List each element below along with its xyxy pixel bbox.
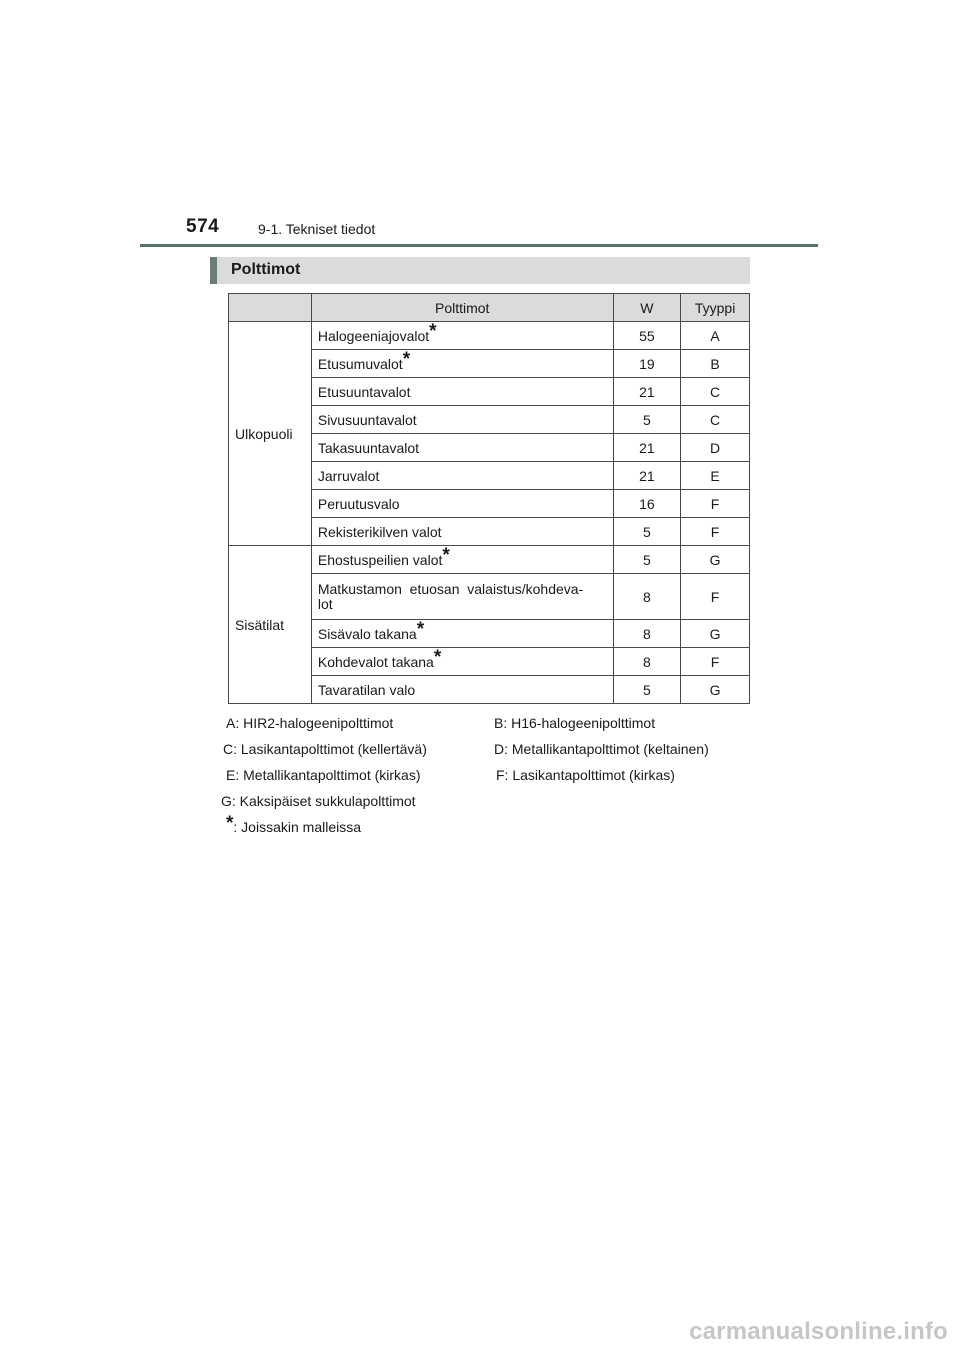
legend-c: C: Lasikantapolttimot (kellertävä): [223, 741, 427, 757]
table-row: [229, 322, 750, 350]
column-header: [229, 294, 312, 322]
footnote-star: *: [429, 320, 437, 342]
section-header: [210, 257, 750, 284]
watt-cell: 8: [613, 620, 681, 648]
type-cell: F: [681, 648, 750, 676]
bulb-name: Halogeeniajovalot*: [311, 322, 613, 350]
watt-cell: 55: [613, 322, 681, 350]
watt-cell: 5: [613, 518, 681, 546]
legend-f: F: Lasikantapolttimot (kirkas): [496, 767, 675, 783]
bulb-name: Takasuuntavalot: [311, 434, 613, 462]
watt-cell: 8: [613, 574, 681, 620]
legend-g: G: Kaksipäiset sukkulapolttimot: [221, 793, 416, 809]
footnote: [226, 813, 362, 835]
section-title: Polttimot: [231, 261, 301, 278]
legend-b: B: H16-halogeenipolttimot: [494, 715, 656, 731]
bulb-table: [228, 293, 750, 704]
footnote-star: *: [416, 618, 425, 640]
bulb-name: Etusuuntavalot: [311, 378, 613, 406]
page-number: 574: [186, 216, 220, 237]
legend-e: E: Metallikantapolttimot (kirkas): [226, 767, 421, 783]
header-rule: [140, 244, 818, 247]
type-cell: C: [681, 406, 750, 434]
type-cell: B: [681, 350, 750, 378]
bulb-name: Peruutusvalo: [311, 490, 613, 518]
bulb-name: Jarruvalot: [311, 462, 613, 490]
watt-cell: 8: [613, 648, 681, 676]
type-cell: G: [681, 620, 750, 648]
type-cell: G: [681, 676, 750, 704]
footnote-star: *: [442, 544, 450, 566]
watt-cell: 16: [613, 490, 681, 518]
bulb-name: Sisävalo takana*: [311, 620, 613, 648]
watt-cell: 19: [613, 350, 681, 378]
location-cell: Sisätilat: [229, 546, 312, 704]
bulb-name: Etusumuvalot*: [311, 350, 613, 378]
column-header: Polttimot: [311, 294, 613, 322]
watt-cell: 21: [613, 434, 681, 462]
legend-a: A: HIR2-halogeenipolttimot: [226, 715, 394, 731]
watt-cell: 21: [613, 378, 681, 406]
column-header: W: [613, 294, 681, 322]
footnote-text: : Joissakin malleissa: [233, 819, 362, 835]
type-cell: D: [681, 434, 750, 462]
watt-cell: 5: [613, 406, 681, 434]
watt-cell: 5: [613, 676, 681, 704]
bulb-name: Sivusuuntavalot: [311, 406, 613, 434]
type-cell: F: [681, 574, 750, 620]
watt-cell: 5: [613, 546, 681, 574]
bulb-name: Rekisterikilven valot: [311, 518, 613, 546]
footnote-star: *: [402, 348, 411, 370]
location-cell: Ulkopuoli: [229, 322, 312, 546]
watermark: carmanualsonline.info: [689, 1318, 948, 1345]
type-cell: A: [681, 322, 750, 350]
watt-cell: 21: [613, 462, 681, 490]
type-cell: F: [681, 518, 750, 546]
table-header-row: [229, 294, 750, 322]
type-cell: G: [681, 546, 750, 574]
legend-d: D: Metallikantapolttimot (keltainen): [494, 741, 709, 757]
bulb-name: Matkustamon etuosan valaistus/kohdeva- lot: [311, 574, 613, 620]
chapter-title: 9-1. Tekniset tiedot: [258, 221, 376, 237]
bulb-name: Kohdevalot takana*: [311, 648, 613, 676]
column-header: Tyyppi: [681, 294, 750, 322]
type-cell: F: [681, 490, 750, 518]
table-row: [229, 546, 750, 574]
footnote-star: *: [226, 813, 234, 834]
bulb-name: Ehostuspeilien valot*: [311, 546, 613, 574]
footnote-star: *: [433, 646, 442, 668]
type-cell: E: [681, 462, 750, 490]
type-cell: C: [681, 378, 750, 406]
bulb-name: Tavaratilan valo: [311, 676, 613, 704]
